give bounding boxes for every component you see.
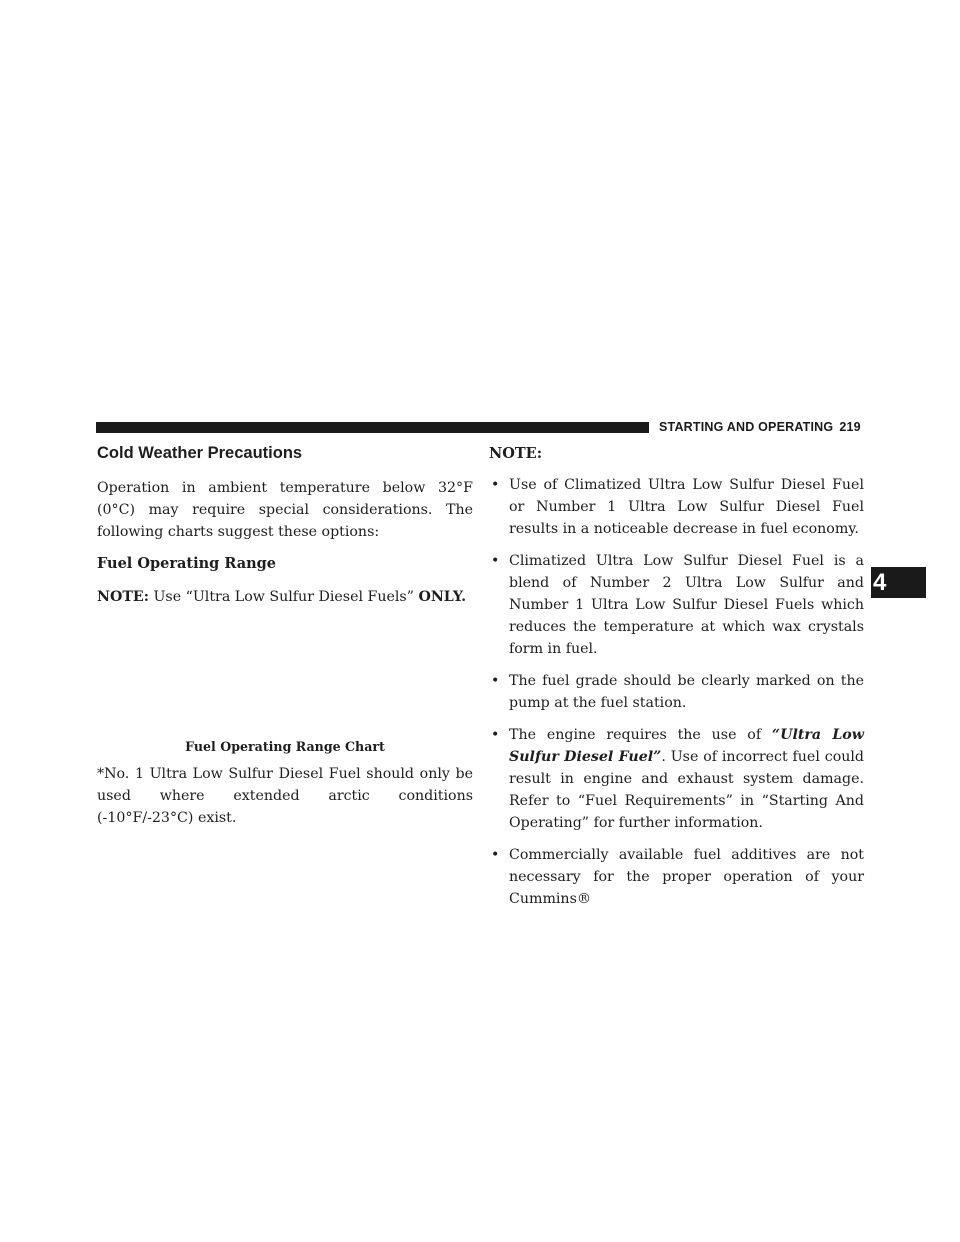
fuel-operating-range-heading: Fuel Operating Range — [97, 555, 277, 572]
list-item: • Use of Climatized Ultra Low Sulfur Diesel Fuel or Number 1 Ultra Low Sulfur Diesel Fuel results in a noticeable decrease in fuel economy. — [489, 474, 864, 540]
left-column — [97, 438, 473, 829]
note-bullet-list — [489, 474, 864, 910]
note-emphasis: ONLY. — [418, 589, 467, 605]
bullet-text-post: . Use of incorrect fuel could result in engine and exhaust system damage. Refer to “Fuel Requirements” in “Starting And Operating” for further information. — [509, 749, 864, 831]
header-rule — [96, 422, 649, 433]
intro-paragraph: Operation in ambient temperature below 32°F (0°C) may require special considerations. The following charts suggest these options: — [97, 480, 473, 540]
note-text: Use “Ultra Low Sulfur Diesel Fuels” — [153, 589, 414, 605]
chart-caption: Fuel Operating Range Chart — [185, 739, 385, 754]
list-item: • The fuel grade should be clearly marked on the pump at the fuel station. — [489, 670, 864, 714]
section-title: Cold Weather Precautions — [97, 444, 303, 462]
chapter-tab: 4 — [871, 567, 926, 598]
fuel-operating-range-chart-area — [97, 608, 473, 736]
header-section-title: STARTING AND OPERATING — [659, 420, 834, 434]
fuel-note — [97, 586, 473, 608]
list-item: • Climatized Ultra Low Sulfur Diesel Fuel is a blend of Number 2 Ultra Low Sulfur and Number 1 Ultra Low Sulfur Diesel Fuels which reduces the temperature at which wax crystals form in fuel. — [489, 550, 864, 660]
list-item — [489, 724, 864, 834]
note-heading: NOTE: — [489, 445, 543, 462]
list-item: • Commercially available fuel additives are not necessary for the proper operation of your Cummins® — [489, 844, 864, 910]
bullet-text-pre: The engine requires the use of — [509, 727, 772, 743]
ultra-low-sulfur-emphasis: “Ultra Low Sulfur Diesel Fuel” — [509, 727, 864, 765]
right-column — [489, 438, 864, 920]
note-label: NOTE: — [97, 589, 149, 605]
page-number: 219 — [839, 420, 861, 434]
running-header — [659, 420, 861, 434]
footnote: *No. 1 Ultra Low Sulfur Diesel Fuel should only be used where extended arctic conditions (-10°F/-23°C) exist. — [97, 766, 473, 826]
